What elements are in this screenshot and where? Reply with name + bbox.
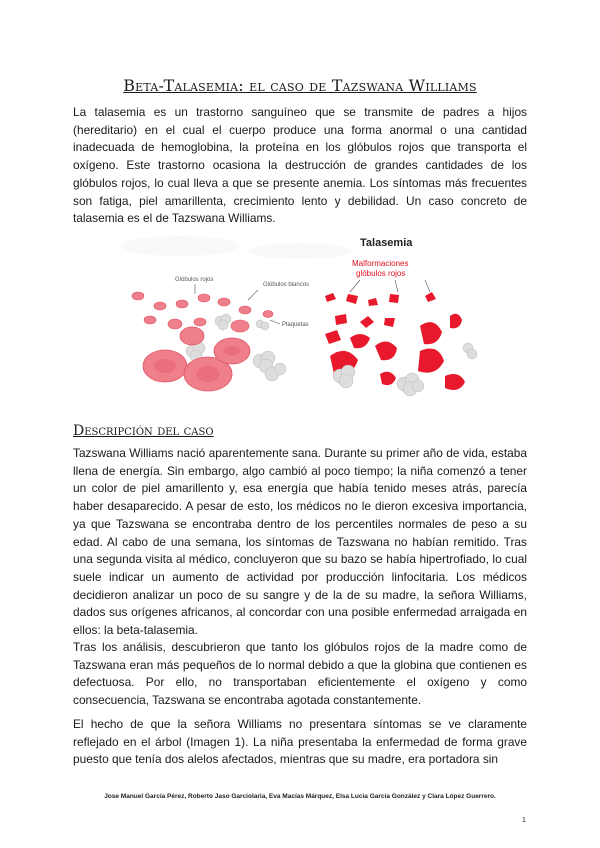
thalassemia-figure [120, 226, 480, 401]
title-sub: : el caso de Tazswana Williams [238, 76, 477, 95]
page-number: 1 [522, 817, 526, 824]
page-title [0, 76, 600, 95]
intro-paragraph: La talasemia es un trastorno sanguíneo que se transmite de padres a hijos (hereditario) en el cual el cuerpo produce una forma anormal o una cantidad inadecuada de hemoglobina, la proteína en los glóbulos rojos que transporta el oxígeno. Este trastorno ocasiona la destrucción de grandes cantidades de los glóbulos rojos, lo cual lleva a que se presente anemia. Los síntomas más frecuentes son fatiga, piel amarillenta, crecimiento lento y debilidad. Un caso concreto de talasemia es el de Tazswana Williams. [73, 105, 527, 226]
section-heading: Descripción del caso [73, 423, 214, 439]
body-paragraph: Tras los análisis, descubrieron que tanto los glóbulos rojos de la madre como de Tazswana eran más pequeños de lo normal debido a que la globina que contienen es defectuosa. Por ello, no transportaban eficientemente el oxígeno y como consecuencia, Tazswana se encontraba agotada constantemente. [73, 640, 527, 708]
malformation-label: Malformaciones glóbulos rojos [352, 259, 409, 278]
rbc-label: Glóbulos rojos [175, 277, 214, 283]
platelets-label: Plaquetas [282, 322, 309, 328]
title-main: Beta-Talasemia [123, 76, 239, 95]
authors-footer: Jose Manuel García Pérez, Roberto Jaso Garciolaria, Eva Macías Márquez, Elsa Lucia García González y Clara López Guerrero. [104, 793, 496, 800]
body-paragraph: El hecho de que la señora Williams no presentara síntomas se ve claramente reflejado en el árbol (Imagen 1). La niña presentaba la enfermedad de forma grave puesto que tenía dos alelos afectados, mientras que su madre, era portadora sin [73, 717, 527, 767]
body-paragraph: Tazswana Williams nació aparentemente sana. Durante su primer año de vida, estaba llena de energía. Sin embargo, algo cambió al poco tiempo; la niña comenzó a tener un color de piel amarillento y, esa energía que había tenido meses atrás, parecía haber desaparecido. A pesar de esto, los médicos no le dieron excesiva importancia, ya que Tazswana se encontraba dentro de los percentiles normales de peso a su edad. Al cabo de una semana, los síntomas de Tazswana no habían remitido. Tras una segunda visita al médico, concluyeron que su bazo se había hipertrofiado, lo cual suele indicar un aumento de actividad por producción linfocitaria. Los médicos decidieron analizar un poco de su sangre y de la de su madre, la señora Williams, dados sus orígenes africanos, al concordar con una posible enfermedad arraigada en ellos: la beta-talasemia. [73, 446, 527, 638]
wbc-label: Glóbulos blancos [263, 282, 310, 288]
figure-title: Talasemia [360, 237, 413, 249]
